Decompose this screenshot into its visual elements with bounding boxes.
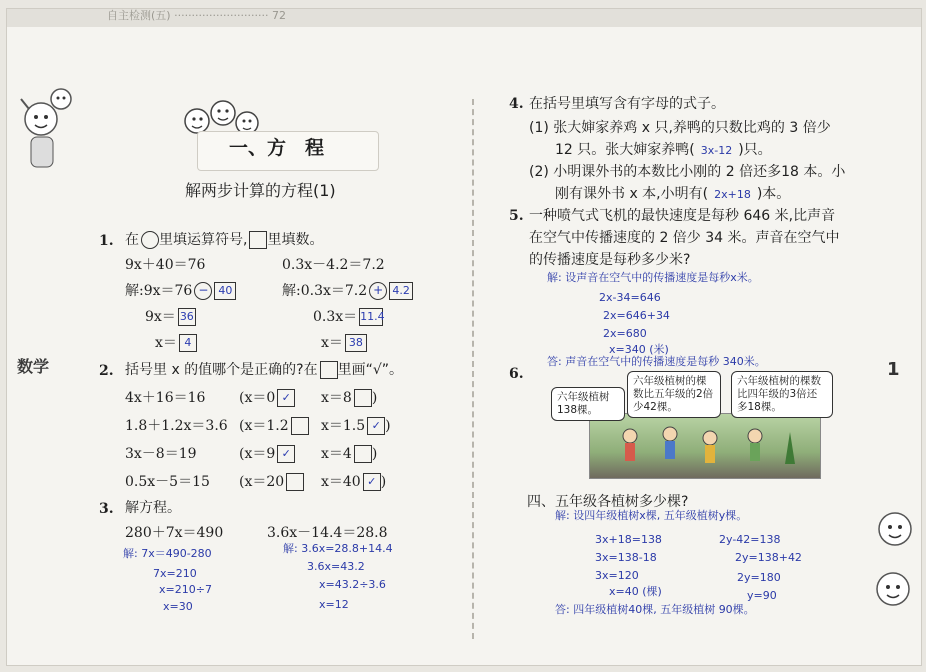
q3-right-work-4: x=12	[319, 598, 349, 611]
q2-row-equation: 4x＋16＝16	[125, 390, 206, 406]
speech-bubble-3: 六年级植树的棵数比四年级的3倍还多18棵。	[731, 371, 833, 418]
q6-left-work-2: 3x=138-18	[595, 551, 657, 564]
cartoon-kids-decoration-left	[11, 79, 81, 179]
cartoon-kids-decoration-right	[865, 499, 921, 659]
q4-item2-text: 刚有课外书 x 本,小明有(	[555, 186, 709, 202]
q4-prompt: 在括号里填写含有字母的式子。	[529, 96, 725, 112]
q6-right-work-3: 2y=180	[737, 571, 781, 584]
q6-answer: 答: 四年级植树40棵, 五年级植树 90棵。	[555, 603, 755, 616]
q1-right-op-circle[interactable]: +	[369, 282, 387, 300]
q1-left-op-circle[interactable]: −	[194, 282, 212, 300]
q2-row-4	[125, 473, 405, 491]
lesson-subtitle: 解两步计算的方程(1)	[185, 181, 336, 200]
q2-row-checkbox2[interactable]	[354, 445, 372, 463]
q2-row-close: )	[371, 446, 378, 462]
q1-left-step2-box[interactable]: 36	[178, 308, 196, 326]
q1-prompt-b: 里填运算符号,	[159, 232, 248, 248]
q6-work-head: 解: 设四年级植树x棵, 五年级植树y棵。	[555, 509, 748, 522]
q2-row-option1	[239, 389, 295, 407]
q2-row-checkbox1[interactable]	[291, 417, 309, 435]
q2-row-option1	[239, 417, 309, 435]
q2-row-option2-text: x＝8	[321, 390, 352, 406]
q1-prompt	[125, 231, 323, 249]
q2-box-sample	[320, 361, 338, 379]
speech-bubble-2: 六年级植树的棵数比五年级的2倍少42棵。	[627, 371, 721, 418]
q3-right-work-3: x=43.2÷3.6	[319, 578, 386, 591]
q4-item2-close: )本。	[756, 186, 791, 202]
q2-row-option2-text: x＝1.5	[321, 418, 366, 434]
q1-left-step1-text: 解:9x＝76	[125, 283, 193, 299]
q1-left-step2	[145, 308, 196, 326]
q2-row-checkbox1[interactable]	[286, 473, 304, 491]
q1-right-step3-box[interactable]: 38	[345, 334, 367, 352]
q1-right-step2	[313, 308, 383, 326]
q1-left-step1	[125, 282, 236, 300]
q1-right-step2-box[interactable]: 11.4	[359, 308, 383, 326]
q1-left-step2-text: 9x＝	[145, 309, 176, 325]
q1-left-step1-box[interactable]: 40	[214, 282, 236, 300]
q3-left-equation: 280＋7x＝490	[125, 525, 224, 541]
q2-row-option1-text: (x＝20	[239, 474, 285, 490]
q2-row-checkbox1[interactable]: ✓	[277, 445, 295, 463]
q2-row-close: )	[371, 390, 378, 406]
q6-right-work-1: 2y-42=138	[719, 533, 781, 546]
q2-row-option1-text: (x＝9	[239, 446, 276, 462]
q5-work-1: 解: 设声音在空气中的传播速度是每秒x米。	[547, 271, 759, 284]
q2-row-option1	[239, 473, 304, 491]
q2-row-equation: 3x－8＝19	[125, 446, 197, 462]
q2-row-close: )	[380, 474, 387, 490]
workbook-page	[6, 8, 922, 666]
q3-right-equation: 3.6x－14.4＝28.8	[267, 525, 388, 541]
q6-right-work-4: y=90	[747, 589, 777, 602]
unit-title: 一、方 程	[229, 137, 325, 159]
q6-number: 6.	[509, 366, 524, 382]
q6-question: 四、五年级各植树多少棵?	[527, 494, 689, 510]
q1-left-step3-box[interactable]: 4	[179, 334, 197, 352]
q2-row-checkbox1[interactable]: ✓	[277, 389, 295, 407]
q1-box-sample	[249, 231, 267, 249]
tree-planting-illustration	[589, 413, 821, 479]
q5-work-2: 2x-34=646	[599, 291, 661, 304]
header-band: 自主检测(五) ··························· 72	[7, 9, 921, 27]
q2-row-option2	[321, 417, 391, 435]
q2-row-option1-text: (x＝1.2	[239, 418, 289, 434]
q3-right-work-2: 3.6x=43.2	[307, 560, 365, 573]
q1-right-equation: 0.3x－4.2＝7.2	[282, 257, 385, 273]
q4-item2-line2	[555, 185, 790, 203]
q3-number: 3.	[99, 501, 114, 517]
q6-left-work-1: 3x+18=138	[595, 533, 662, 546]
q2-row-checkbox2[interactable]: ✓	[367, 417, 385, 435]
q3-left-work-1: 解: 7x＝490-280	[123, 547, 212, 560]
q4-item1-answer[interactable]: 3x-12	[700, 144, 733, 157]
q1-right-step3	[321, 334, 367, 352]
q4-item1-line1: (1) 张大婶家养鸡 x 只,养鸭的只数比鸡的 3 倍少	[529, 120, 831, 136]
subject-label: 数学	[17, 357, 50, 376]
q2-row-option2	[321, 389, 377, 407]
q6-left-work-4: x=40 (棵)	[609, 585, 662, 598]
q5-work-3: 2x=646+34	[603, 309, 670, 322]
q5-line-3: 的传播速度是每秒多少米?	[529, 252, 691, 268]
q1-left-step3-text: x＝	[155, 335, 177, 351]
q5-line-1: 一种喷气式飞机的最快速度是每秒 646 米,比声音	[529, 208, 836, 224]
q5-work-6: 答: 声音在空气中的传播速度是每秒 340米。	[547, 355, 766, 368]
kids-planting-icon	[590, 414, 820, 478]
column-divider	[472, 99, 474, 639]
q2-row-option2	[321, 473, 386, 491]
q1-right-step1	[282, 282, 413, 300]
q3-left-work-4: x=30	[163, 600, 193, 613]
q2-row-equation: 1.8＋1.2x＝3.6	[125, 418, 228, 434]
q1-right-step1-text: 解:0.3x＝7.2	[282, 283, 368, 299]
q4-item1-close: )只。	[738, 142, 772, 158]
q3-left-work-3: x=210÷7	[159, 583, 212, 596]
q2-row-close: )	[385, 418, 391, 434]
q3-right-work-1: 解: 3.6x=28.8+14.4	[283, 542, 393, 555]
q6-left-work-3: 3x=120	[595, 569, 639, 582]
q5-number: 5.	[509, 208, 524, 224]
q1-left-equation: 9x＋40＝76	[125, 257, 206, 273]
q5-work-4: 2x=680	[603, 327, 647, 340]
q2-number: 2.	[99, 363, 114, 379]
q5-line-2: 在空气中传播速度的 2 倍少 34 米。声音在空气中	[529, 230, 840, 246]
q4-item2-line1: (2) 小明课外书的本数比小刚的 2 倍还多18 本。小	[529, 164, 846, 180]
q2-row-3	[125, 445, 405, 463]
q2-prompt-a: 括号里 x 的值哪个是正确的?在	[125, 362, 318, 378]
q3-left-work-2: 7x=210	[153, 567, 197, 580]
q5-work-5: x=340 (米)	[609, 343, 669, 356]
q1-circle-sample	[141, 231, 159, 249]
q2-row-equation: 0.5x－5＝15	[125, 474, 210, 490]
speech-bubble-1: 六年级植树138棵。	[551, 387, 625, 421]
q2-row-checkbox2[interactable]: ✓	[363, 473, 381, 491]
q2-row-option2-text: x＝40	[321, 474, 361, 490]
q2-row-option2-text: x＝4	[321, 446, 352, 462]
q2-row-2	[125, 417, 405, 435]
q1-right-step3-text: x＝	[321, 335, 343, 351]
q1-number: 1.	[99, 233, 114, 249]
q4-item1-text: 12 只。张大婶家养鸭(	[555, 142, 695, 158]
q6-right-work-2: 2y=138+42	[735, 551, 802, 564]
q2-row-checkbox2[interactable]	[354, 389, 372, 407]
q4-item1-line2	[555, 141, 772, 159]
q1-right-step2-text: 0.3x＝	[313, 309, 358, 325]
q4-number: 4.	[509, 96, 524, 112]
q2-row-option2	[321, 445, 377, 463]
page-number: 1	[887, 359, 900, 380]
q1-right-step1-box[interactable]: 4.2	[389, 282, 413, 300]
q1-prompt-a: 在	[125, 232, 139, 248]
q1-prompt-c: 里填数。	[267, 232, 324, 248]
q2-row-option1-text: (x＝0	[239, 390, 276, 406]
q2-prompt	[125, 361, 403, 379]
q2-row-option1	[239, 445, 295, 463]
q2-prompt-b: 里画“√”。	[337, 362, 404, 378]
q2-row-1	[125, 389, 405, 407]
q3-prompt: 解方程。	[125, 500, 181, 516]
q1-left-step3	[155, 334, 197, 352]
q4-item2-answer[interactable]: 2x+18	[714, 188, 751, 201]
